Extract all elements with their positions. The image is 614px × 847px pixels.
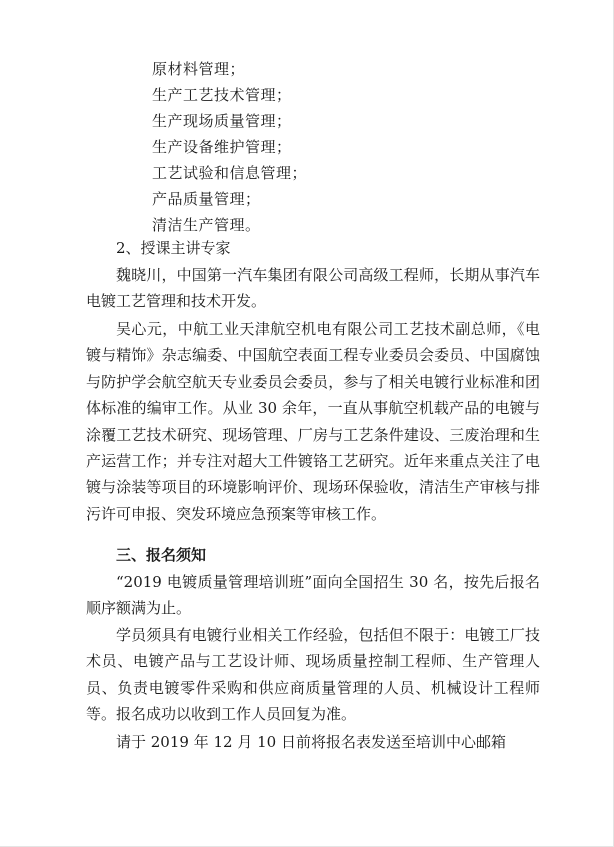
expert-paragraph: 吴心元，中航工业天津航空机电有限公司工艺技术副总师，《电镀与精饰》杂志编委、中国航空表面工程专业委员会委员、中国腐蚀与防护学会航空航天专业委员会委员，参与了相关电镀行业标准和团体标准的编审工作。从业 30 余年，一直从事航空机载产品的电镀与涂覆工艺技术研究、现场管理、厂房与工艺条件建设、三废治理和生产运营工作；并专注对超大工件镀铬工艺研究。近年来重点关注了电镀与涂装等项目的环境影响评价、现场环保验收，清洁生产审核与排污许可申报、突发环境应急预案等审核工作。	[86, 320, 540, 523]
body-paragraph: 学员须具有电镀行业相关工作经验，包括但不限于：电镀工厂技术员、电镀产品与工艺设计师、现场质量控制工程师、生产管理人员、负责电镀零件采购和供应商质量管理的人员、机械设计工程师等。报名成功以收到工作人员回复为准。	[86, 626, 540, 724]
management-topics-list	[152, 56, 307, 238]
list-item: 原材料管理；	[152, 60, 246, 78]
list-item: 生产现场质量管理；	[152, 112, 292, 130]
list-item: 生产工艺技术管理；	[152, 86, 292, 104]
list-item: 生产设备维护管理；	[152, 138, 292, 156]
list-item: 清洁生产管理。	[152, 216, 261, 234]
expert-paragraph: 魏晓川，中国第一汽车集团有限公司高级工程师，长期从事汽车电镀工艺管理和技术开发。	[86, 266, 540, 311]
experts-heading: 2、授课主讲专家	[116, 239, 231, 257]
list-item: 工艺试验和信息管理；	[152, 164, 308, 182]
list-item: 产品质量管理；	[152, 190, 261, 208]
body-paragraph: 请于 2019 年 12 月 10 日前将报名表发送至培训中心邮箱	[116, 733, 506, 751]
body-paragraph: “2019 电镀质量管理培训班”面向全国招生 30 名，按先后报名顺序额满为止。	[86, 573, 540, 618]
section-heading: 三、报名须知	[116, 546, 207, 564]
